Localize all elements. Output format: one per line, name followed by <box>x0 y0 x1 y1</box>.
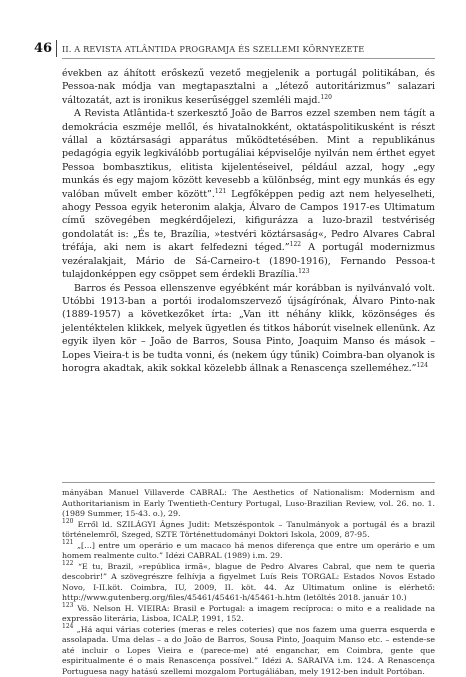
paragraph-text: években az áhított erőskezű vezető megjelenik a portugál politikában, és Pessoa-nak módja van megtapasztalni a „létező autoritárizmus” salazari változatát, azt is ironikus keserűséggel szemléli majd. <box>62 68 435 106</box>
footnote-rule <box>62 482 435 483</box>
running-title: II. A REVISTA ATLÂNTIDA PROGRAMJA ÉS SZELLEMI KÖRNYEZETE <box>62 44 364 54</box>
footnote-ref: 120 <box>320 94 331 101</box>
header-divider <box>56 40 57 57</box>
paragraph <box>62 107 435 281</box>
footnote-ref: 123 <box>298 268 309 275</box>
footnote <box>62 604 435 625</box>
footnote-text: Vö. Nelson H. VIEIRA: Brasil e Portugal: a imagem recíproca: o mito e a realidade na expressão literária, Lisboa, ICALP, 1991, 152. <box>62 604 435 624</box>
footnote <box>62 625 435 677</box>
footnote <box>62 541 435 562</box>
footnote-number: 122 <box>62 560 73 567</box>
paragraph <box>62 67 435 107</box>
paragraph <box>62 282 435 376</box>
page-number: 46 <box>34 41 52 56</box>
paragraph-text: A Revista Atlântida-t szerkesztő João de Barros ezzel szemben nem tágít a demokrácia eszméje mellől, és hivatalnokként, oktatáspolitikusként is részt vállal a köztársasági apparátus működtetésében. Mint a republikánus pedagógia egyik legkiválóbb portugáliai képviselője nyilván nem érthet egyet Pessoa bombasztikus, elitista kijelentéseivel, például azzal, hogy „egy munkás és egy majom között kevesebb a különbség, mint egy munkás és egy valóban művelt ember között”. <box>62 108 435 199</box>
main-text <box>62 67 435 375</box>
paragraph-text: A portugál modernizmus vezéralakjait, Mário de Sá-Carneiro-t (1890-1916), Fernando Pessoa-t tulajdonképpen egy csöppet sem érdekli Brazília. <box>62 242 435 280</box>
footnote-continued: mányában Manuel Villaverde CABRAL: The Aesthetics of Nationalism: Modernism and Authoritarianism in Early Twentieth-Century Portugal, Luso-Brazilian Review, vol. 26. no. 1. (1989 Summer, 15-43. o.), 29. <box>62 488 435 520</box>
footnotes <box>62 488 435 677</box>
footnote-ref: 121 <box>215 188 226 195</box>
footnote-text: “E tu, Brazil, »república irmã«, blague de Pedro Alvares Cabral, que nem te queria descobrir!” A szövegrészre felhívja a figyelmet Luís Reis TORGAL: Estados Novos Estado Novo, I-II.köt. Coimbra, IU, 2009, II. köt. 44. Az Ultimatum online is elérhető: http://www.gutenberg.org/files/45461/45461-h/45461-h.htm (letöltés 2018. január 10.) <box>62 562 435 603</box>
footnote-text: Erről ld. SZILÁGYI Ágnes Judit: Metszéspontok – Tanulmányok a portugál és a brazil történelemről, Szeged, SZTE Történettudományi Doktori Iskola, 2009, 87-95. <box>62 520 435 540</box>
footnote-number: 121 <box>62 539 73 546</box>
footnote-ref: 122 <box>290 241 301 248</box>
paragraph-text: Legfőképpen pedig azt nem helyeselheti, ahogy Pessoa egyik heteronim alakja, Álvaro de Campos 1917-es Ultimatum című szövegében megkérdőjelezi, kifigurázza a luzo-brazil testvériség gondolatát is: „És te, Brazília, »testvéri köztársaság«, Pedro Alvares Cabral tréfája, aki nem is akart felfedezni téged.” <box>62 189 435 254</box>
footnote-number: 123 <box>62 602 73 609</box>
footnote-number: 120 <box>62 518 73 525</box>
footnote-number: 124 <box>62 623 73 630</box>
running-header <box>0 40 466 60</box>
footnote <box>62 520 435 541</box>
footnote-ref: 124 <box>416 362 427 369</box>
footnote-text: „Há aqui várias coteries (meras e reles coteries) que nos fazem uma guerra esquerda e assolapada. Uma delas – a do João de Barros, Sousa Pinto, Joaquim Manso etc. – estende-se até incluir o Lopes Vieira e (parece-me) até enganchar, em Coimbra, gente que espiritualmente é o mais Renascença possível.” Idézi A. SARAIVA i.m. 124. A Renascença Portuguesa nagy hatású szellemi mozgalom Portugáliában, mely 1912-ben indult Portóban. <box>62 625 435 676</box>
footnote <box>62 562 435 604</box>
header-rule <box>62 58 435 59</box>
paragraph-text: Barros és Pessoa ellenszenve egyébként már korábban is nyilvánvaló volt. Utóbbi 1913-ban a portói irodalomszervező újságírónak, Álvaro Pinto-nak (1889-1957) a következőket írta: „Van itt néhány klikk, közönséges és jelentéktelen klikkek, melyek ügyetlen és titkos háborút viselnek ellenünk. Az egyik ilyen kör – João de Barros, Sousa Pinto, Joaquim Manso és mások – Lopes Vieira-t is be tudta vonni, és (nekem úgy tűnik) Coimbra-ban olyanok is horogra akadtak, akik sokkal közelebb állnak a Renascença szelleméhez.” <box>62 283 435 374</box>
footnote-text: „[…] entre um operário e um macaco há menos diferença que entre um operário e um homem realmente culto.” Idézi CABRAL (1989) i.m. 29. <box>62 541 435 561</box>
